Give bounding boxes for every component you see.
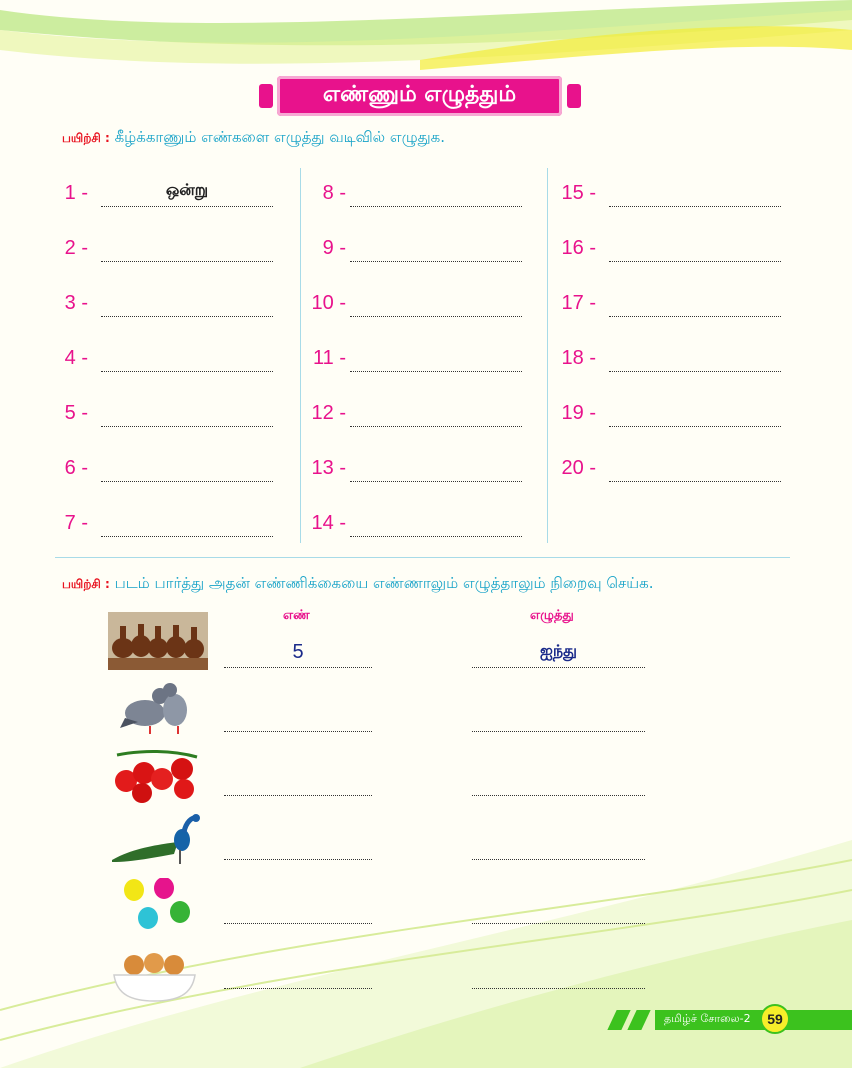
answer-line[interactable] [609, 481, 781, 482]
item-number: 20 - [561, 457, 596, 479]
item-number: 19 - [561, 402, 596, 424]
item-number: 13 - [311, 457, 346, 479]
word-answer-line[interactable] [472, 795, 645, 796]
word-answer-line[interactable] [472, 731, 645, 732]
item-number: 18 - [561, 347, 596, 369]
answer-line[interactable] [609, 261, 781, 262]
item-number: 7 - [64, 512, 88, 534]
item-number: 17 - [561, 292, 596, 314]
exercise2-tag: பயிற்சி : [62, 577, 110, 591]
title-cap-left [259, 84, 273, 108]
number-answer-line[interactable] [224, 731, 372, 732]
answer-line[interactable] [609, 206, 781, 207]
answer-line[interactable] [609, 371, 781, 372]
peacock-icon [112, 812, 200, 867]
word-answer-line[interactable] [472, 923, 645, 924]
tomatoes-icon [112, 745, 202, 805]
number-answer-line[interactable] [224, 988, 372, 989]
item-number: 9 - [322, 237, 346, 259]
answer-line[interactable] [350, 206, 522, 207]
answer-line[interactable] [609, 426, 781, 427]
item-number: 16 - [561, 237, 596, 259]
item-number: 6 - [64, 457, 88, 479]
column-header-number: எண் [283, 608, 310, 623]
answer-line[interactable] [350, 481, 522, 482]
item-number: 15 - [561, 182, 596, 204]
item-number: 5 - [64, 402, 88, 424]
pigeons-icon [120, 678, 195, 736]
exercise1-instruction [62, 128, 445, 148]
word-answer-line[interactable] [472, 667, 645, 668]
item-number: 1 - [64, 182, 88, 204]
exercise1-text: கீழ்க்காணும் எண்களை எழுத்து வடிவில் எழுதுக. [114, 128, 445, 146]
title-cap-right [567, 84, 581, 108]
number-answer-line[interactable] [224, 667, 372, 668]
page-number: 59 [760, 1004, 790, 1034]
word-answer-line[interactable] [472, 988, 645, 989]
item-number: 2 - [64, 237, 88, 259]
number-answer-line[interactable] [224, 795, 372, 796]
page-title-banner [255, 76, 585, 116]
item-number: 3 - [64, 292, 88, 314]
horses-icon [108, 612, 208, 670]
exercise2-text: படம் பார்த்து அதன் எண்ணிக்கையை எண்ணாலும் எழுத்தாலும் நிறைவு செய்க. [114, 574, 654, 592]
answer-line[interactable] [101, 206, 273, 207]
page-title: எண்ணும் எழுத்தும் [277, 76, 562, 116]
answer-line[interactable] [350, 371, 522, 372]
item-number: 10 - [311, 292, 346, 314]
item-number: 14 - [311, 512, 346, 534]
word-answer-line[interactable] [472, 859, 645, 860]
balloons-icon [120, 878, 192, 933]
exercise1-tag: பயிற்சி : [62, 131, 110, 145]
answer-line[interactable] [101, 426, 273, 427]
answer-line[interactable] [101, 481, 273, 482]
item-number: 11 - [313, 347, 346, 369]
answer-line[interactable] [101, 371, 273, 372]
answer-line[interactable] [101, 536, 273, 537]
number-answer-line[interactable] [224, 923, 372, 924]
answer-line[interactable] [350, 426, 522, 427]
answer-line[interactable] [350, 261, 522, 262]
answer-line[interactable] [101, 316, 273, 317]
footer-book-title: தமிழ்ச் சோலை-2 [664, 1012, 751, 1025]
kittens-icon [112, 945, 197, 1003]
item-number: 12 - [311, 402, 346, 424]
answer-line[interactable] [101, 261, 273, 262]
number-answer-line[interactable] [224, 859, 372, 860]
answer-line[interactable] [350, 316, 522, 317]
column-divider [547, 168, 548, 543]
word-answer: ஐந்து [540, 641, 577, 660]
item-number: 4 - [64, 347, 88, 369]
section-divider [55, 557, 790, 558]
item-number: 8 - [322, 182, 346, 204]
exercise2-instruction [62, 574, 654, 594]
number-answer: 5 [292, 641, 304, 663]
answer-line[interactable] [350, 536, 522, 537]
answer-text: ஒன்று [165, 180, 209, 199]
column-header-word: எழுத்து [530, 608, 574, 623]
column-divider [300, 168, 301, 543]
answer-line[interactable] [609, 316, 781, 317]
